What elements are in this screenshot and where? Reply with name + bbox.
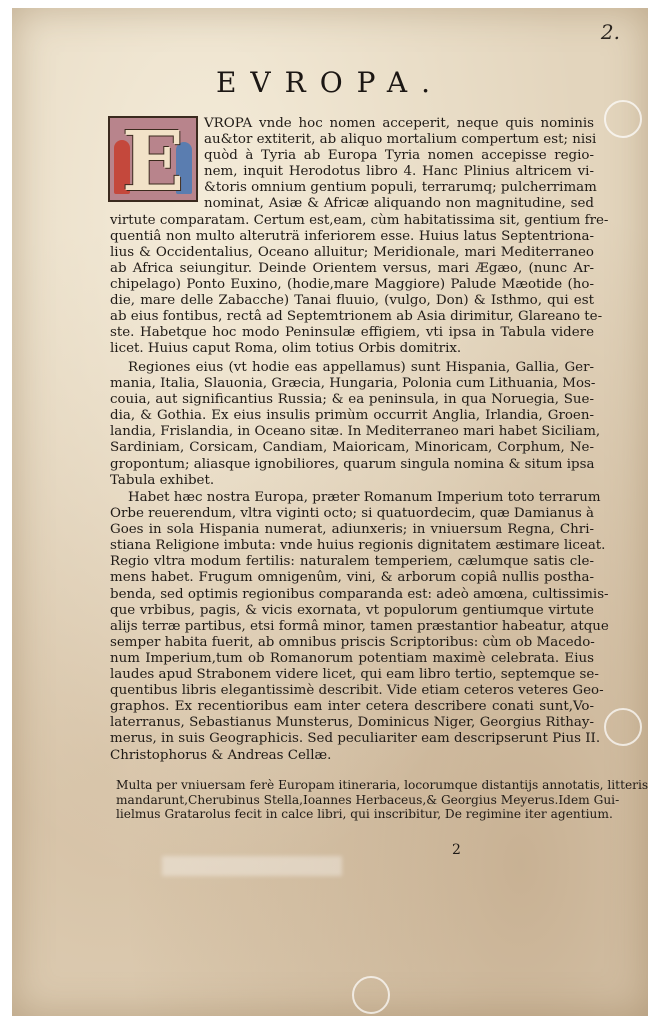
text-line: mandarunt,Cherubinus Stella,Ioannes Herbaceus,& Georgius Meyerus.Idem Gui-	[116, 792, 620, 807]
text-line: nominat, Asiæ & Africæ aliquando non magnitudine, sed	[204, 196, 594, 212]
text-line: ste. Habetque hoc modo Peninsulæ effigiem, vti ipsa in Tabula videre	[110, 325, 594, 341]
text-line: gropontum; aliasque ignobiliores, quarum singula nomina & situm ipsa	[110, 456, 595, 472]
text-line: laudes apud Strabonem videre licet, qui eam libro tertio, septemque se-	[110, 667, 599, 683]
paragraph-2	[110, 360, 601, 489]
paragraph-3	[110, 490, 609, 764]
text-line: alijs terræ partibus, etsi formâ minor, tamen præstantior habeatur, atque	[110, 618, 609, 634]
text-line: die, mare delle Zabacche) Tanai fluuio, (vulgo, Don) & Isthmo, qui est	[110, 293, 594, 309]
paragraph-1	[110, 116, 609, 357]
text-line: que vrbibus, pagis, & vicis exornata, vt populorum gentiumque virtute	[110, 602, 594, 618]
text-line: quentibus libris elegantissimè describit. Vide etiam ceteros veteres Geo-	[110, 683, 604, 699]
text-line: stiana Religione imbuta: vnde huius regionis dignitatem æstimare liceat.	[110, 538, 606, 554]
text-line: laterranus, Sebastianus Munsterus, Dominicus Niger, Georgius Rithay-	[110, 715, 594, 731]
page-sheet	[12, 8, 648, 1016]
text-line: Christophorus & Andreas Cellæ.	[110, 747, 332, 763]
text-line: graphos. Ex recentioribus eam inter cetera describere conati sunt,Vo-	[110, 699, 594, 715]
text-line: lielmus Gratarolus fecit in calce libri, qui inscribitur, De regimine iter agentium.	[116, 807, 613, 822]
text-line: VROPA vnde hoc nomen acceperit, neque quis nominis	[204, 116, 594, 131]
watermark-globe-icon	[352, 976, 390, 1014]
text-line: merus, in suis Geographicis. Sed peculiariter eam descripserunt Pius II.	[110, 731, 601, 747]
text-line: quentiâ non multo alteruträ inferiorem esse. Huius latus Septentriona-	[110, 228, 594, 244]
initial-letter: E	[121, 114, 185, 210]
text-line: dia, & Gothia. Ex eius insulis primùm occurrit Anglia, Irlandia, Groen-	[110, 408, 594, 424]
text-line: Sardiniam, Corsicam, Candiam, Maioricam, Minoricam, Corphum, Ne-	[110, 440, 594, 456]
corner-page-number: 2.	[600, 20, 620, 44]
text-line: Regiones eius (vt hodie eas appellamus) sunt Hispania, Gallia, Ger-	[128, 360, 594, 375]
text-line: licet. Huius caput Roma, olim totius Orbis domitrix.	[110, 341, 462, 357]
text-line: chipelago) Ponto Euxino, (hodie,mare Maggiore) Palude Mæotide (ho-	[110, 276, 594, 292]
text-line: mens habet. Frugum omnigenûm, vini, & arborum copiâ nullis postha-	[110, 570, 594, 586]
page-title: EVROPA.	[215, 66, 445, 99]
text-line: &toris omnium gentium populi, terrarumq; pulcherrimam	[204, 180, 597, 196]
text-line: lius & Occidentalius, Oceano alluitur; Meridionale, mari Mediterraneo	[110, 244, 594, 260]
text-line: Regio vltra modum fertilis: naturalem temperiem, cælumque satis cle-	[110, 554, 594, 570]
watermark-globe-icon	[604, 100, 642, 138]
text-line: couia, aut significantius Russia; & ea peninsula, in qua Noruegia, Sue-	[110, 392, 594, 408]
text-line: landia, Frislandia, in Oceano sitæ. In Mediterraneo mari habet Siciliam,	[110, 424, 601, 440]
text-line: mania, Italia, Slauonia, Græcia, Hungaria, Polonia cum Lithuania, Mos-	[110, 376, 596, 392]
text-line: Habet hæc nostra Europa, præter Romanum Imperium toto terrarum	[128, 490, 601, 505]
text-line: benda, sed optimis regionibus comparanda est: adeò amœna, cultissimis-	[110, 586, 609, 602]
text-line: ab Africa seiungitur. Deinde Orientem versus, mari Ægæo, (nunc Ar-	[110, 260, 594, 276]
text-line: Goes in sola Hispania numerat, adiunxeris; in vniuersum Regna, Chri-	[110, 522, 594, 538]
text-line: Tabula exhibet.	[110, 472, 215, 488]
footer-page-number: 2	[452, 842, 461, 858]
text-line: num Imperium,tum ob Romanorum potentiam maximè celebrata. Eius	[110, 650, 594, 666]
marginal-note	[116, 778, 649, 822]
text-line: nem, inquit Herodotus libro 4. Hanc Plinius altricem vi-	[204, 164, 594, 180]
watermark-globe-icon	[604, 708, 642, 746]
text-line: ab eius fontibus, rectâ ad Septemtrionem ab Asia dirimitur, Glareano te-	[110, 309, 603, 325]
faded-band	[162, 856, 342, 876]
text-line: au&tor extiterit, ab aliquo mortalium compertum est; nisi	[204, 132, 597, 148]
text-line: Orbe reuerendum, vltra viginti octo; si quatuordecim, quæ Damianus à	[110, 506, 594, 522]
text-line: quòd à Tyria ab Europa Tyria nomen accepisse regio-	[204, 148, 594, 164]
text-line: semper habita fuerit, ab omnibus priscis Scriptoribus: cùm ob Macedo-	[110, 634, 595, 650]
text-line: Multa per vniuersam ferè Europam itineraria, locorumque distantijs annotatis, litteris	[116, 778, 649, 792]
text-line: virtute comparatam. Certum est,eam, cùm habitatissima sit, gentium fre-	[110, 212, 609, 228]
